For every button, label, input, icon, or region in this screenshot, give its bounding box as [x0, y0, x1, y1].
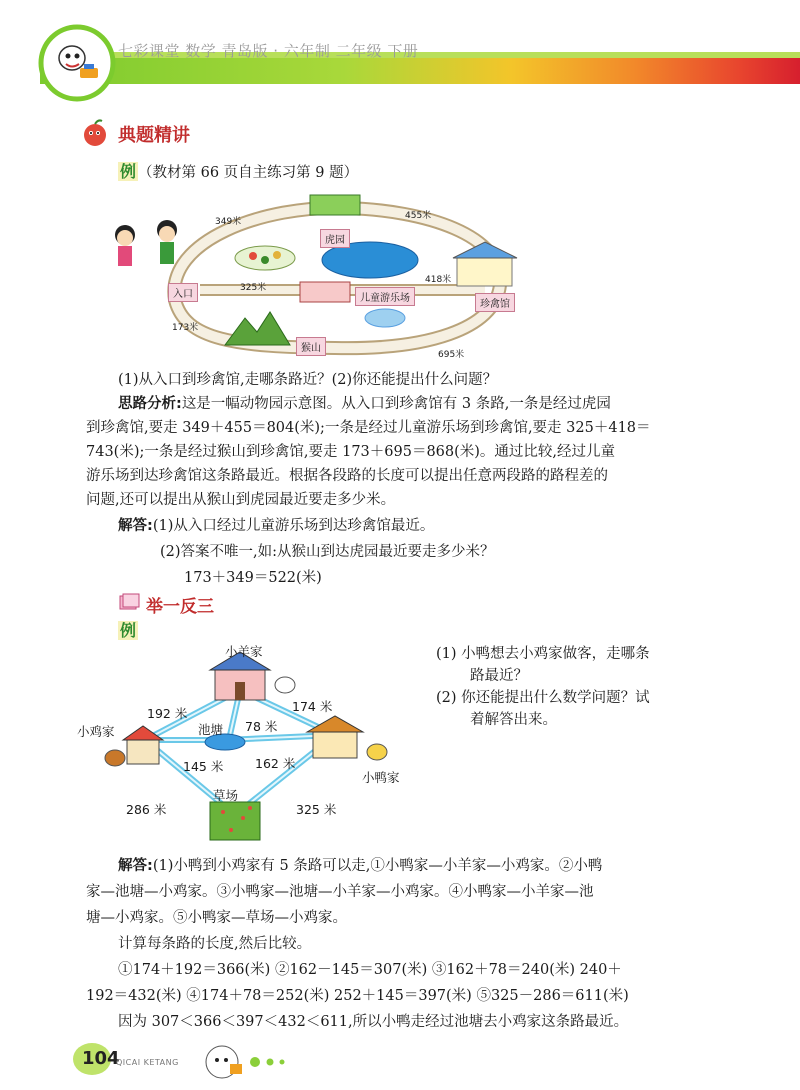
- answer1-line-1: (2)答案不唯一,如:从猴山到达虎园最近要走多少米？: [160, 544, 495, 560]
- fountain: [365, 309, 405, 327]
- apple-mascot-icon: [80, 118, 110, 148]
- distance-325: 325米: [240, 283, 267, 293]
- distance-286: 286 米: [126, 802, 167, 817]
- place-monkey: 猴山: [296, 337, 326, 356]
- header-bar: [40, 58, 800, 84]
- answer2-label: 解答:: [118, 858, 153, 874]
- answer2-line-0-text: (1)小鸭到小鸡家有 5 条路可以走,①小鸭家—小羊家—小鸡家。②小鸭: [152, 858, 603, 874]
- example2-heading: [118, 618, 138, 641]
- distance-173: 173米: [172, 323, 199, 333]
- answer1-label: 解答:: [118, 518, 153, 534]
- grass-field: [210, 802, 260, 840]
- place-chicken: 小鸡家: [77, 724, 115, 739]
- distance-695: 695米: [438, 350, 465, 360]
- analysis-line-2: 743(米);一条是经过猴山到珍禽馆,要走 173＋695＝868(米)。通过比较,经过儿童: [86, 444, 616, 460]
- question2-line-1: 路最近？: [470, 668, 528, 684]
- place-pond: 池塘: [198, 722, 224, 737]
- distance-455: 455米: [405, 211, 432, 221]
- answer1-line-0-text: (1)从入口经过儿童游乐场到达珍禽馆最近。: [152, 518, 435, 534]
- place-sheep: 小羊家: [225, 644, 263, 659]
- answer2-line-3: 计算每条路的长度,然后比较。: [118, 936, 312, 952]
- place-grass: 草场: [213, 788, 239, 803]
- analysis-line-0: [118, 392, 611, 416]
- example-heading: [118, 160, 358, 185]
- question2-line-0: (1) 小鸭想去小鸡家做客，走哪条: [436, 646, 650, 662]
- analysis-line-1: 到珍禽馆,要走 349＋455＝804(米);一条是经过儿童游乐场到珍禽馆,要走 325＋418＝: [86, 420, 651, 436]
- distance-78: 78 米: [245, 719, 278, 734]
- answer1-line-2: 173＋349＝522(米): [184, 570, 322, 586]
- answer2-line-4: ①174＋192＝366(米) ②162－145＝307(米) ③162＋78＝240(米) 240＋: [118, 962, 622, 978]
- answer2-line-0: [118, 854, 602, 878]
- distance-162: 162 米: [255, 756, 296, 771]
- example-ref: （教材第 66 页自主练习第 9 题）: [138, 165, 359, 181]
- book-icon: [118, 592, 140, 612]
- header-title: 七彩课堂 数学 青岛版 · 六年制 二年级 下册: [118, 42, 419, 60]
- analysis-label: 思路分析:: [118, 396, 182, 412]
- distance-418: 418米: [425, 275, 452, 285]
- analysis-line-0-text: 这是一幅动物园示意图。从入口到珍禽馆有 3 条路,一条是经过虎园: [181, 396, 611, 412]
- analysis-line-4: 问题,还可以提出从猴山到虎园最近要走多少米。: [86, 492, 396, 508]
- footer-mascot-icon: [200, 1038, 300, 1082]
- question2-line-3: 着解答出来。: [470, 712, 557, 728]
- answer2-line-5: 192＝432(米) ④174＋78＝252(米) 252＋145＝397(米) ⑤325－286＝611(米): [86, 988, 629, 1004]
- playground-building: [300, 282, 350, 302]
- place-duck: 小鸭家: [362, 770, 400, 785]
- mascot-logo-icon: [38, 24, 116, 102]
- footer-brand: QICAI KETANG: [116, 1058, 179, 1067]
- section-title-practice: 举一反三: [146, 597, 214, 617]
- distance-349: 349米: [215, 217, 242, 227]
- answer2-line-6: 因为 307＜366＜397＜432＜611,所以小鸭走经过池塘去小鸡家这条路最近。: [118, 1014, 629, 1030]
- analysis-line-3: 游乐场到达珍禽馆这条路最近。根据各段路的长度可以提出任意两段路的路程差的: [86, 468, 608, 484]
- monkey-mountain: [225, 312, 290, 345]
- answer1-line-0: [118, 514, 434, 538]
- place-entrance: 入口: [168, 283, 198, 302]
- page-number: 104: [82, 1048, 120, 1069]
- place-tiger: 虎园: [320, 229, 350, 248]
- duck-house: [307, 716, 387, 760]
- distance-192: 192 米: [147, 706, 188, 721]
- distance-145: 145 米: [183, 759, 224, 774]
- distance-174: 174 米: [292, 699, 333, 714]
- animal-homes-diagram: [85, 640, 415, 850]
- tiger-gate: [310, 195, 360, 215]
- distance-325b: 325 米: [296, 802, 337, 817]
- example2-label: 例: [120, 621, 137, 640]
- aviary-house: [457, 258, 512, 286]
- question2-line-2: (2) 你还能提出什么数学问题？试: [436, 690, 650, 706]
- section-title-typical: 典题精讲: [118, 125, 190, 146]
- place-playground: 儿童游乐场: [355, 287, 415, 306]
- place-aviary: 珍禽馆: [475, 293, 515, 312]
- question-1: (1)从入口到珍禽馆,走哪条路近？(2)你还能提出什么问题？: [118, 372, 498, 388]
- answer2-line-2: 塘—小鸡家。⑤小鸭家—草场—小鸡家。: [86, 910, 347, 926]
- answer2-line-1: 家—池塘—小鸡家。③小鸭家—池塘—小羊家—小鸡家。④小鸭家—小羊家—池: [86, 884, 594, 900]
- example-label: 例: [120, 162, 137, 181]
